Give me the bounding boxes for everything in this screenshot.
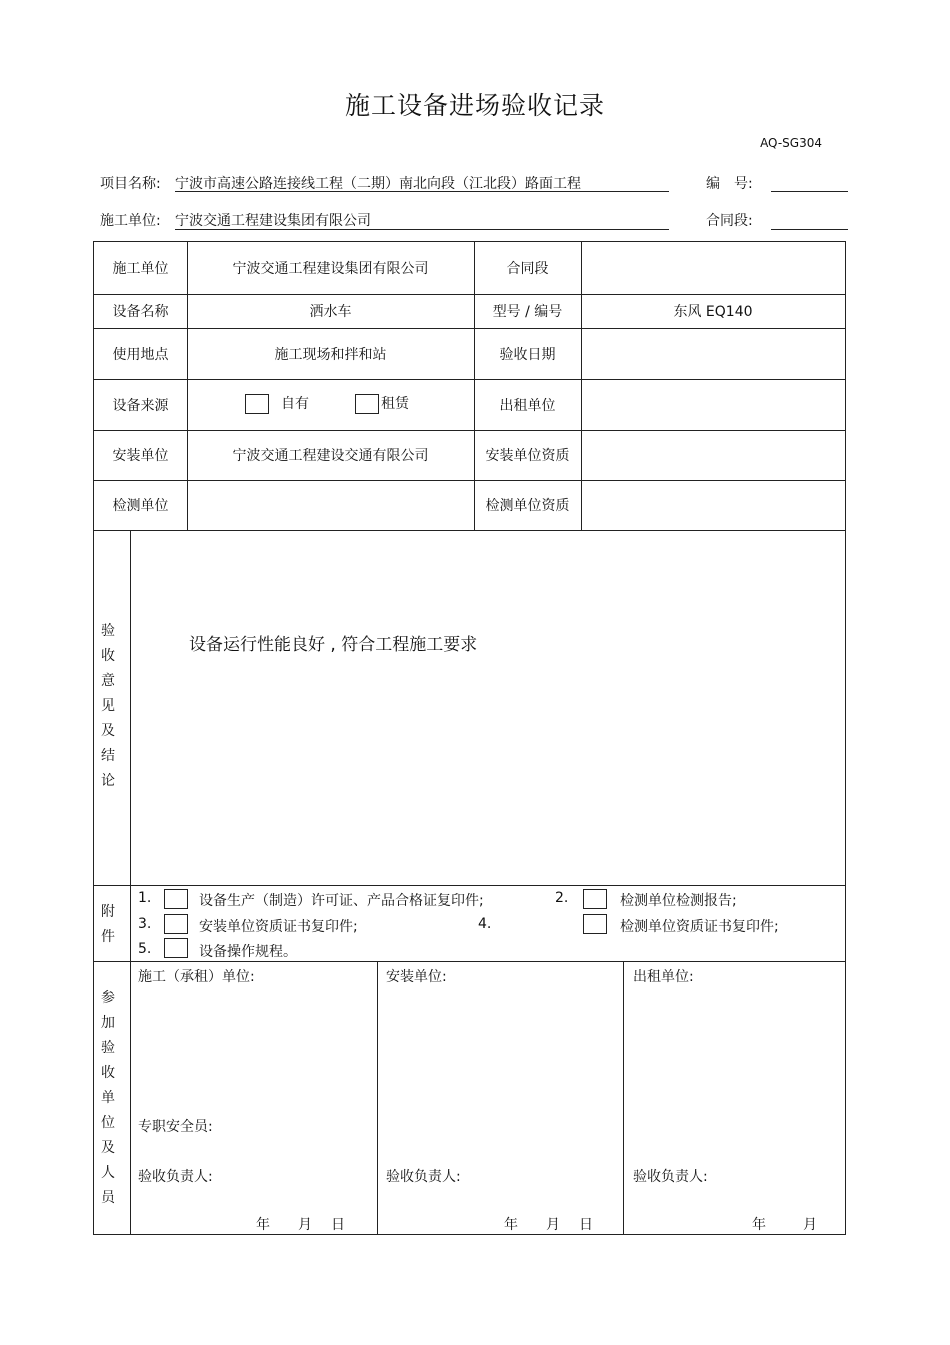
attachment-5-text: 设备操作规程。 (199, 944, 297, 960)
row6-label: 检测单位 (112, 498, 169, 514)
responsible-label-1: 验收负责人: (138, 1169, 213, 1185)
attachment-5-num: 5. (138, 941, 152, 957)
attachment-1-text: 设备生产（制造）许可证、产品合格证复印件; (199, 893, 484, 909)
date-month-3: 月 (803, 1217, 817, 1233)
document-code: AQ-SG304 (760, 136, 822, 150)
row2-label2: 型号 / 编号 (492, 304, 563, 320)
attachment-4-text: 检测单位资质证书复印件; (620, 919, 779, 935)
acceptance-table (93, 241, 846, 1235)
opinion-label: 验 收 意 见 及 结 论 (101, 623, 115, 789)
responsible-label-3: 验收负责人: (633, 1169, 708, 1185)
col-divider (130, 530, 131, 1234)
row5-label2: 安装单位资质 (485, 448, 570, 464)
row3-label2: 验收日期 (499, 346, 556, 363)
construction-unit-label: 施工单位: (100, 213, 161, 229)
project-name-value: 宁波市高速公路连接线工程（二期）南北向段（江北段）路面工程 (175, 176, 581, 192)
date-day-1: 日 (331, 1217, 345, 1233)
lessor-title: 出租单位: (633, 969, 694, 985)
row5-label: 安装单位 (112, 448, 169, 464)
contract-section-label: 合同段: (706, 213, 753, 229)
participants-label: 参 加 验 收 单 位 及 人 员 (101, 990, 115, 1206)
construction-unit-underline (175, 229, 669, 230)
row4-label: 设备来源 (112, 397, 169, 414)
date-year-3: 年 (752, 1217, 766, 1233)
page-title: 施工设备进场验收记录 (344, 91, 605, 120)
row-divider (94, 885, 845, 886)
row3-label: 使用地点 (112, 346, 169, 363)
attachment-1-checkbox[interactable] (164, 889, 188, 909)
number-field[interactable] (771, 191, 848, 192)
row3-value2[interactable] (581, 328, 845, 379)
row-divider (94, 961, 845, 962)
contract-section-field[interactable] (771, 229, 848, 230)
safety-officer-label: 专职安全员: (138, 1119, 213, 1135)
attachment-2-num: 2. (555, 890, 569, 906)
row5-value2[interactable] (581, 430, 845, 480)
row1-value2[interactable] (581, 242, 845, 294)
col-divider (623, 961, 624, 1234)
installer-title: 安装单位: (386, 969, 447, 985)
row6-label2: 检测单位资质 (485, 498, 570, 514)
project-name-underline (175, 191, 669, 192)
date-year-1: 年 (256, 1217, 270, 1233)
row4-label2: 出租单位 (499, 397, 556, 414)
lease-source-checkbox[interactable] (355, 394, 379, 414)
row2-value2: 东风 EQ140 (673, 304, 753, 320)
date-month-2: 月 (546, 1217, 560, 1233)
attachment-4-num: 4. (478, 916, 492, 932)
row6-value[interactable] (187, 480, 474, 530)
attachment-3-text: 安装单位资质证书复印件; (199, 919, 358, 935)
number-label: 编 号: (706, 176, 753, 192)
row3-value: 施工现场和拌和站 (274, 346, 387, 363)
attachment-2-checkbox[interactable] (583, 889, 607, 909)
attachment-1-num: 1. (138, 890, 152, 906)
responsible-label-2: 验收负责人: (386, 1169, 461, 1185)
attachments-label: 附 件 (101, 904, 115, 945)
row2-value: 洒水车 (309, 304, 352, 320)
row-divider (94, 530, 845, 531)
attachment-3-num: 3. (138, 916, 152, 932)
row6-value2[interactable] (581, 480, 845, 530)
attachment-3-checkbox[interactable] (164, 914, 188, 934)
col-divider (377, 961, 378, 1234)
own-source-checkbox[interactable] (245, 394, 269, 414)
construction-unit-value: 宁波交通工程建设集团有限公司 (175, 213, 371, 229)
project-name-label: 项目名称: (100, 176, 161, 192)
opinion-text: 设备运行性能良好 , 符合工程施工要求 (189, 635, 478, 655)
own-source-label: 自有 (281, 396, 309, 412)
row2-label: 设备名称 (112, 304, 169, 320)
row1-value: 宁波交通工程建设集团有限公司 (232, 261, 429, 277)
row1-label2: 合同段 (506, 261, 549, 277)
lease-source-label: 租赁 (381, 396, 409, 412)
attachment-5-checkbox[interactable] (164, 938, 188, 958)
row5-value: 宁波交通工程建设交通有限公司 (232, 448, 429, 464)
row1-label: 施工单位 (112, 261, 169, 277)
attachment-4-checkbox[interactable] (583, 914, 607, 934)
row4-value2[interactable] (581, 379, 845, 430)
construction-lessee-title: 施工（承租）单位: (138, 969, 255, 985)
date-year-2: 年 (504, 1217, 518, 1233)
date-month-1: 月 (298, 1217, 312, 1233)
attachment-2-text: 检测单位检测报告; (620, 893, 737, 909)
date-day-2: 日 (579, 1217, 593, 1233)
